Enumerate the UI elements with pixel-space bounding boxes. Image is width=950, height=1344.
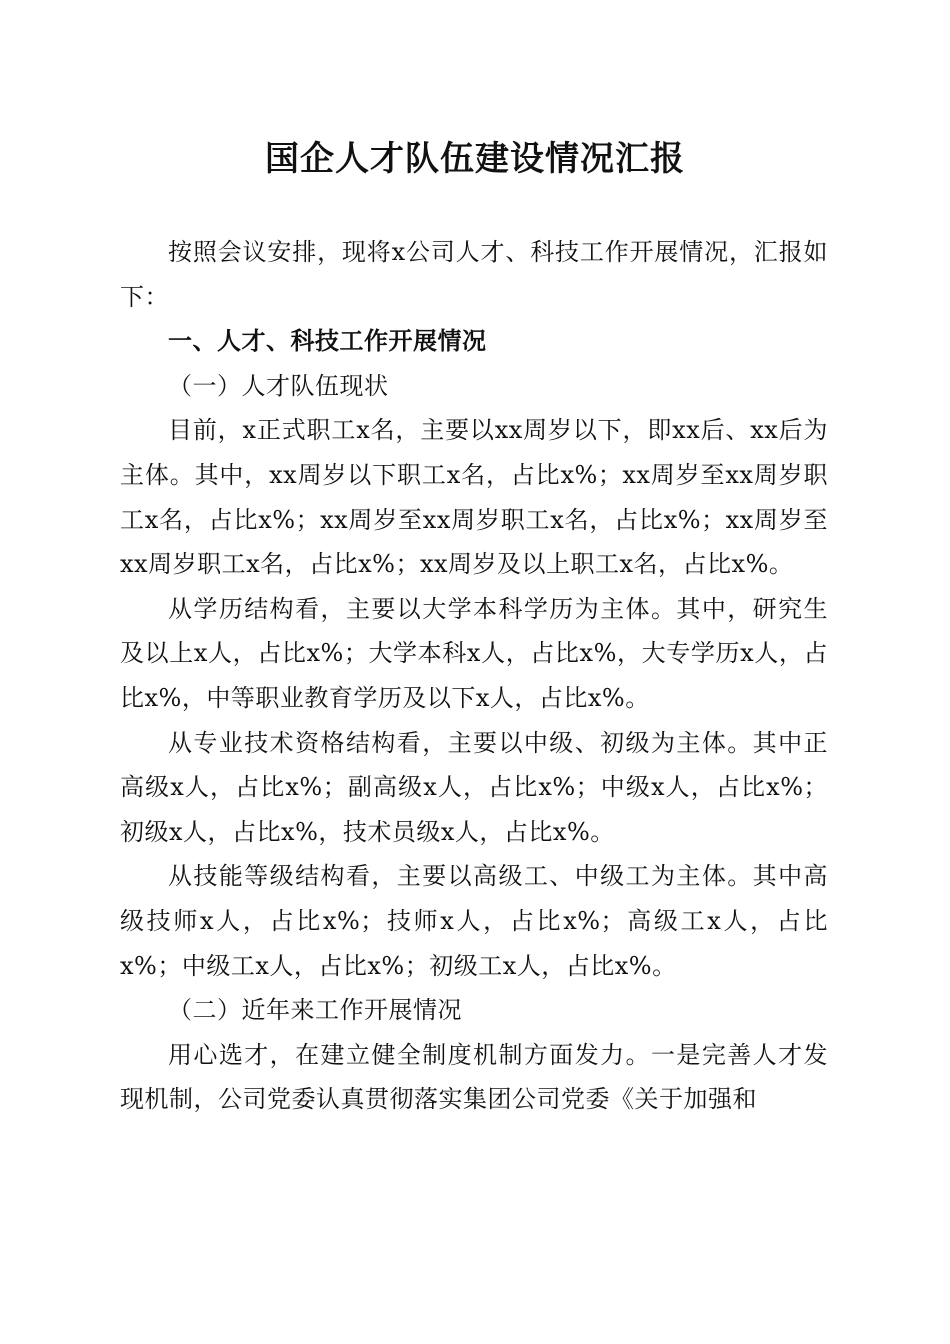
section-heading-1: 一、人才、科技工作开展情况 bbox=[168, 327, 487, 356]
paragraph-skill-level: 从技能等级结构看，主要以高级工、中级工为主体。其中高级技师x人，占比x%；技师x人，占比x%；高级工x人，占比x%；中级工x人，占比x%；初级工x人，占比x%。 bbox=[120, 862, 828, 980]
intro-paragraph: 按照会议安排，现将x公司人才、科技工作开展情况，汇报如下： bbox=[120, 238, 828, 311]
paragraph-talent-selection: 用心选才，在建立健全制度机制方面发力。一是完善人才发现机制，公司党委认真贯彻落实集团公司党委《关于加强和 bbox=[120, 1040, 828, 1114]
subsection-heading-1: （一）人才队伍现状 bbox=[168, 371, 389, 400]
document-title: 国企人才队伍建设情况汇报 bbox=[265, 139, 685, 179]
paragraph-professional-title: 从专业技术资格结构看，主要以中级、初级为主体。其中正高级x人，占比x%；副高级x人，占比x%；中级x人，占比x%；初级x人，占比x%，技术员级x人，占比x%。 bbox=[120, 728, 828, 846]
subsection-heading-2: （二）近年来工作开展情况 bbox=[168, 996, 462, 1025]
paragraph-staff-age: 目前，x正式职工x名，主要以xx周岁以下，即xx后、xx后为主体。其中，xx周岁以下职工x名，占比x%；xx周岁至xx周岁职工x名，占比x%；xx周岁至xx周岁职工x名，占比x%；xx周岁至xx周岁职工x名，占比x%；xx周岁及以上职工x名，占比x%。 bbox=[120, 416, 828, 579]
paragraph-education: 从学历结构看，主要以大学本科学历为主体。其中，研究生及以上x人，占比x%；大学本科x人，占比x%，大专学历x人，占比x%，中等职业教育学历及以下x人，占比x%。 bbox=[120, 594, 828, 712]
document-body bbox=[120, 230, 828, 1122]
